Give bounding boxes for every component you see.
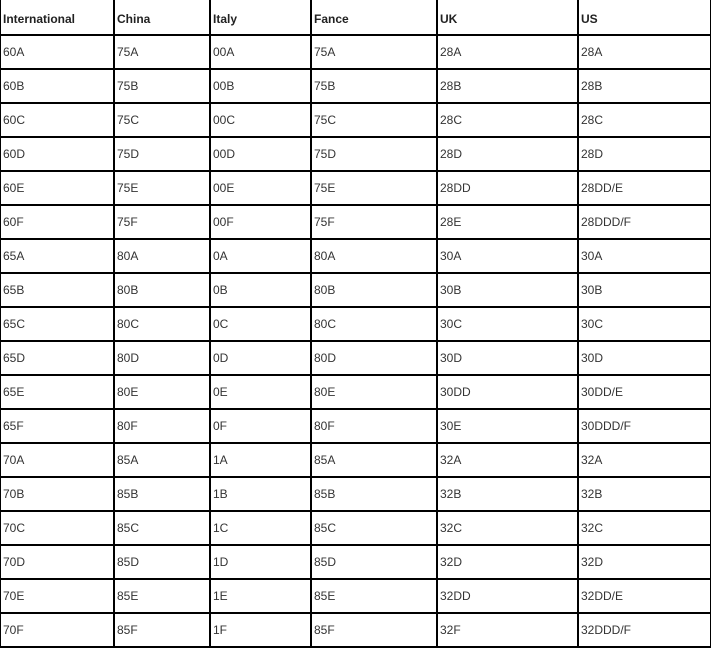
cell-uk: 28E — [437, 205, 578, 239]
cell-china: 85C — [114, 511, 210, 545]
cell-italy: 0C — [210, 307, 311, 341]
table-row — [0, 205, 711, 239]
cell-uk: 32A — [437, 443, 578, 477]
cell-uk: 32B — [437, 477, 578, 511]
cell-fance: 75D — [311, 137, 437, 171]
cell-fance: 80B — [311, 273, 437, 307]
cell-fance: 75E — [311, 171, 437, 205]
cell-fance: 80E — [311, 375, 437, 409]
cell-us: 30DDD/F — [578, 409, 711, 443]
cell-italy: 0D — [210, 341, 311, 375]
cell-fance: 85D — [311, 545, 437, 579]
cell-fance: 75F — [311, 205, 437, 239]
table-body — [0, 35, 711, 647]
table-row — [0, 579, 711, 613]
cell-china: 75E — [114, 171, 210, 205]
cell-uk: 32F — [437, 613, 578, 647]
cell-china: 85B — [114, 477, 210, 511]
cell-china: 75C — [114, 103, 210, 137]
cell-fance: 75C — [311, 103, 437, 137]
cell-international: 70F — [0, 613, 114, 647]
cell-china: 75D — [114, 137, 210, 171]
cell-china: 75F — [114, 205, 210, 239]
cell-us: 30B — [578, 273, 711, 307]
cell-fance: 85B — [311, 477, 437, 511]
cell-us: 32D — [578, 545, 711, 579]
cell-china: 75A — [114, 35, 210, 69]
cell-italy: 1D — [210, 545, 311, 579]
cell-fance: 85F — [311, 613, 437, 647]
table-row — [0, 69, 711, 103]
cell-international: 65B — [0, 273, 114, 307]
cell-italy: 00E — [210, 171, 311, 205]
cell-us: 28A — [578, 35, 711, 69]
table-row — [0, 511, 711, 545]
cell-fance: 85A — [311, 443, 437, 477]
header-row — [0, 0, 711, 35]
cell-us: 28DDD/F — [578, 205, 711, 239]
cell-us: 28DD/E — [578, 171, 711, 205]
cell-china: 80A — [114, 239, 210, 273]
cell-china: 75B — [114, 69, 210, 103]
cell-uk: 28C — [437, 103, 578, 137]
cell-uk: 32D — [437, 545, 578, 579]
cell-us: 30C — [578, 307, 711, 341]
cell-international: 65F — [0, 409, 114, 443]
cell-fance: 80F — [311, 409, 437, 443]
table-row — [0, 375, 711, 409]
cell-china: 85F — [114, 613, 210, 647]
cell-italy: 00B — [210, 69, 311, 103]
cell-us: 30D — [578, 341, 711, 375]
cell-italy: 00C — [210, 103, 311, 137]
cell-fance: 80C — [311, 307, 437, 341]
table-row — [0, 477, 711, 511]
cell-international: 65D — [0, 341, 114, 375]
cell-international: 60B — [0, 69, 114, 103]
cell-italy: 1C — [210, 511, 311, 545]
cell-fance: 75A — [311, 35, 437, 69]
cell-international: 60F — [0, 205, 114, 239]
table-row — [0, 103, 711, 137]
cell-fance: 85C — [311, 511, 437, 545]
cell-us: 30DD/E — [578, 375, 711, 409]
cell-international: 60E — [0, 171, 114, 205]
cell-uk: 32C — [437, 511, 578, 545]
cell-italy: 0B — [210, 273, 311, 307]
cell-us: 32C — [578, 511, 711, 545]
cell-china: 80D — [114, 341, 210, 375]
cell-china: 85E — [114, 579, 210, 613]
header-uk: UK — [437, 0, 578, 35]
header-italy: Italy — [210, 0, 311, 35]
header-china: China — [114, 0, 210, 35]
cell-international: 70A — [0, 443, 114, 477]
cell-us: 32A — [578, 443, 711, 477]
cell-us: 32B — [578, 477, 711, 511]
cell-us: 32DD/E — [578, 579, 711, 613]
cell-uk: 30DD — [437, 375, 578, 409]
cell-us: 32DDD/F — [578, 613, 711, 647]
cell-italy: 1E — [210, 579, 311, 613]
cell-china: 80F — [114, 409, 210, 443]
cell-italy: 00A — [210, 35, 311, 69]
table-row — [0, 137, 711, 171]
cell-china: 80B — [114, 273, 210, 307]
header-fance: Fance — [311, 0, 437, 35]
cell-italy: 1A — [210, 443, 311, 477]
cell-fance: 75B — [311, 69, 437, 103]
table-row — [0, 613, 711, 647]
table-row — [0, 409, 711, 443]
cell-us: 28B — [578, 69, 711, 103]
cell-uk: 30B — [437, 273, 578, 307]
cell-uk: 30E — [437, 409, 578, 443]
cell-uk: 28A — [437, 35, 578, 69]
cell-italy: 0A — [210, 239, 311, 273]
cell-us: 30A — [578, 239, 711, 273]
table-row — [0, 35, 711, 69]
header-international: International — [0, 0, 114, 35]
cell-uk: 30C — [437, 307, 578, 341]
table-row — [0, 341, 711, 375]
cell-international: 70E — [0, 579, 114, 613]
cell-china: 85A — [114, 443, 210, 477]
cell-international: 60D — [0, 137, 114, 171]
table-row — [0, 545, 711, 579]
table-row — [0, 171, 711, 205]
table-row — [0, 307, 711, 341]
cell-italy: 0F — [210, 409, 311, 443]
cell-international: 70C — [0, 511, 114, 545]
cell-fance: 80A — [311, 239, 437, 273]
cell-italy: 00D — [210, 137, 311, 171]
cell-international: 60A — [0, 35, 114, 69]
cell-uk: 32DD — [437, 579, 578, 613]
cell-fance: 80D — [311, 341, 437, 375]
cell-uk: 30A — [437, 239, 578, 273]
cell-international: 70B — [0, 477, 114, 511]
cell-italy: 1F — [210, 613, 311, 647]
cell-uk: 28B — [437, 69, 578, 103]
cell-uk: 30D — [437, 341, 578, 375]
table-row — [0, 273, 711, 307]
cell-china: 80E — [114, 375, 210, 409]
cell-us: 28C — [578, 103, 711, 137]
cell-international: 65A — [0, 239, 114, 273]
cell-china: 80C — [114, 307, 210, 341]
cell-international: 65E — [0, 375, 114, 409]
table-row — [0, 239, 711, 273]
cell-uk: 28DD — [437, 171, 578, 205]
cell-china: 85D — [114, 545, 210, 579]
cell-international: 65C — [0, 307, 114, 341]
cell-italy: 0E — [210, 375, 311, 409]
cell-us: 28D — [578, 137, 711, 171]
table-row — [0, 443, 711, 477]
cell-uk: 28D — [437, 137, 578, 171]
cell-international: 70D — [0, 545, 114, 579]
cell-italy: 1B — [210, 477, 311, 511]
cell-italy: 00F — [210, 205, 311, 239]
cell-international: 60C — [0, 103, 114, 137]
cell-fance: 85E — [311, 579, 437, 613]
header-us: US — [578, 0, 711, 35]
